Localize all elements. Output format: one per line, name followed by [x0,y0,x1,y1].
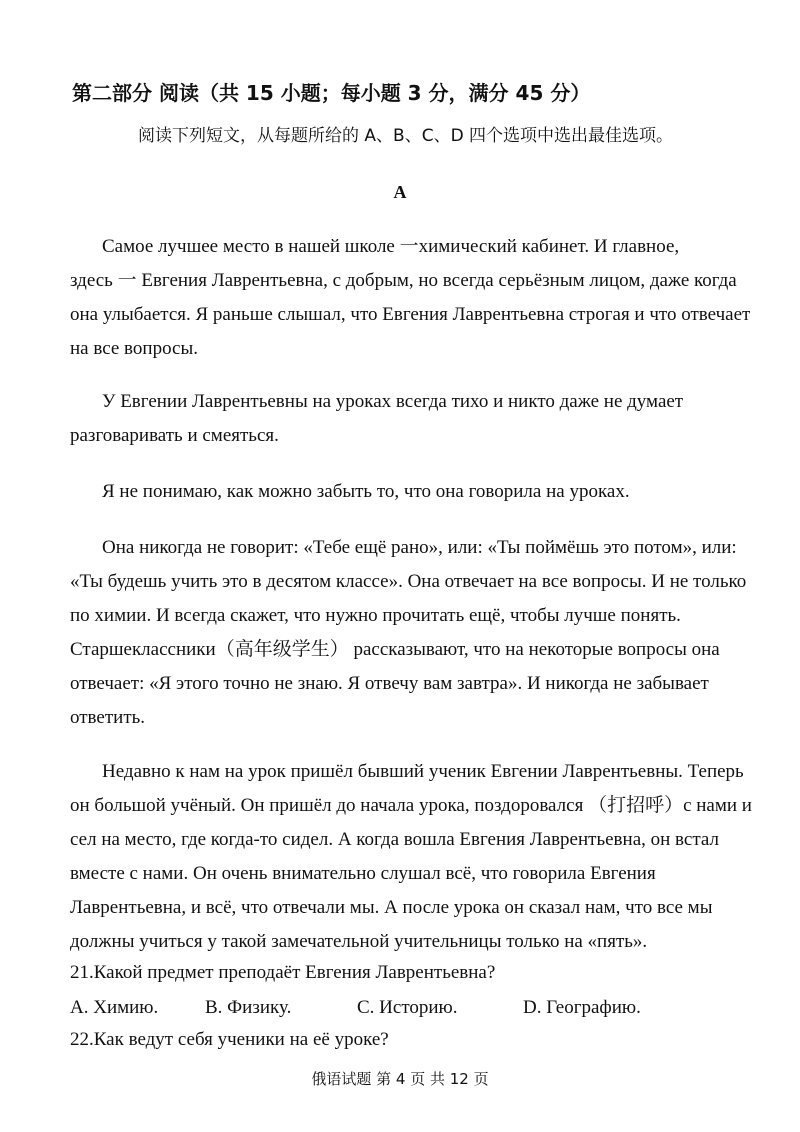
question-22: 22.Как ведут себя ученики на её уроке? [70,1029,389,1050]
option-b[interactable]: B. Физику. [205,997,292,1018]
option-d[interactable]: D. Географию. [523,997,641,1018]
passage-paragraph-5 [70,755,760,959]
passage-paragraph-3 [70,475,760,509]
paragraph-line: Она никогда не говорит: «Тебе ещё рано», или: «Ты поймёшь это потом», или: [102,537,737,558]
paragraph-line: вместе с нами. Он очень внимательно слушал всё, что говорила Евгения [70,863,656,884]
option-c[interactable]: C. Историю. [357,997,458,1018]
paragraph-line: он большой учёный. Он пришёл до начала урока, поздоровался （打招呼）с нами и [70,795,752,816]
question-21: 21.Какой предмет преподаёт Евгения Лаврентьевна? [70,962,496,983]
paragraph-line: она улыбается. Я раньше слышал, что Евгения Лаврентьевна строгая и что отвечает [70,304,751,325]
question-21-options [70,993,760,1023]
paragraph-line: Я не понимаю, как можно забыть то, что она говорила на уроках. [102,481,630,502]
paragraph-line: Старшеклассники（高年级学生） рассказывают, что на некоторые вопросы она [70,639,720,660]
option-a[interactable]: A. Химию. [70,997,159,1018]
paragraph-line: отвечает: «Я этого точно не знаю. Я отвечу вам завтра». И никогда не забывает [70,673,709,694]
paragraph-line: должны учиться у такой замечательной учительницы только на «пять». [70,931,648,952]
passage-paragraph-1 [70,230,760,366]
paragraph-line: разговаривать и смеяться. [70,425,279,446]
passage-paragraph-2 [70,385,760,453]
paragraph-line: Недавно к нам на урок пришёл бывший ученик Евгении Лаврентьевны. Теперь [102,761,744,782]
passage-letter: A [393,182,407,202]
reading-instruction: 阅读下列短文，从每题所给的 A、B、C、D 四个选项中选出最佳选项。 [138,126,674,146]
paragraph-line: Самое лучшее место в нашей школе 一химический кабинет. И главное, [102,236,680,257]
paragraph-line: здесь 一 Евгения Лаврентьевна, с добрым, но всегда серьёзным лицом, даже когда [70,270,737,291]
paragraph-line: ответить. [70,707,146,728]
paragraph-line: по химии. И всегда скажет, что нужно прочитать ещё, чтобы лучше понять. [70,605,681,626]
paragraph-line: на все вопросы. [70,338,198,359]
section-title: 第二部分 阅读（共 15 小题；每小题 3 分，满分 45 分） [72,81,591,105]
paragraph-line: У Евгении Лаврентьевны на уроках всегда тихо и никто даже не думает [102,391,684,412]
paragraph-line: сел на место, где когда-то сидел. А когда вошла Евгения Лаврентьевна, он встал [70,829,719,850]
paragraph-line: «Ты будешь учить это в десятом классе». Она отвечает на все вопросы. И не только [70,571,747,592]
page-footer: 俄语试题 第 4 页 共 12 页 [311,1070,489,1088]
paragraph-line: Лаврентьевна, и всё, что отвечали мы. А после урока он сказал нам, что все мы [70,897,713,918]
passage-paragraph-4 [70,531,760,735]
